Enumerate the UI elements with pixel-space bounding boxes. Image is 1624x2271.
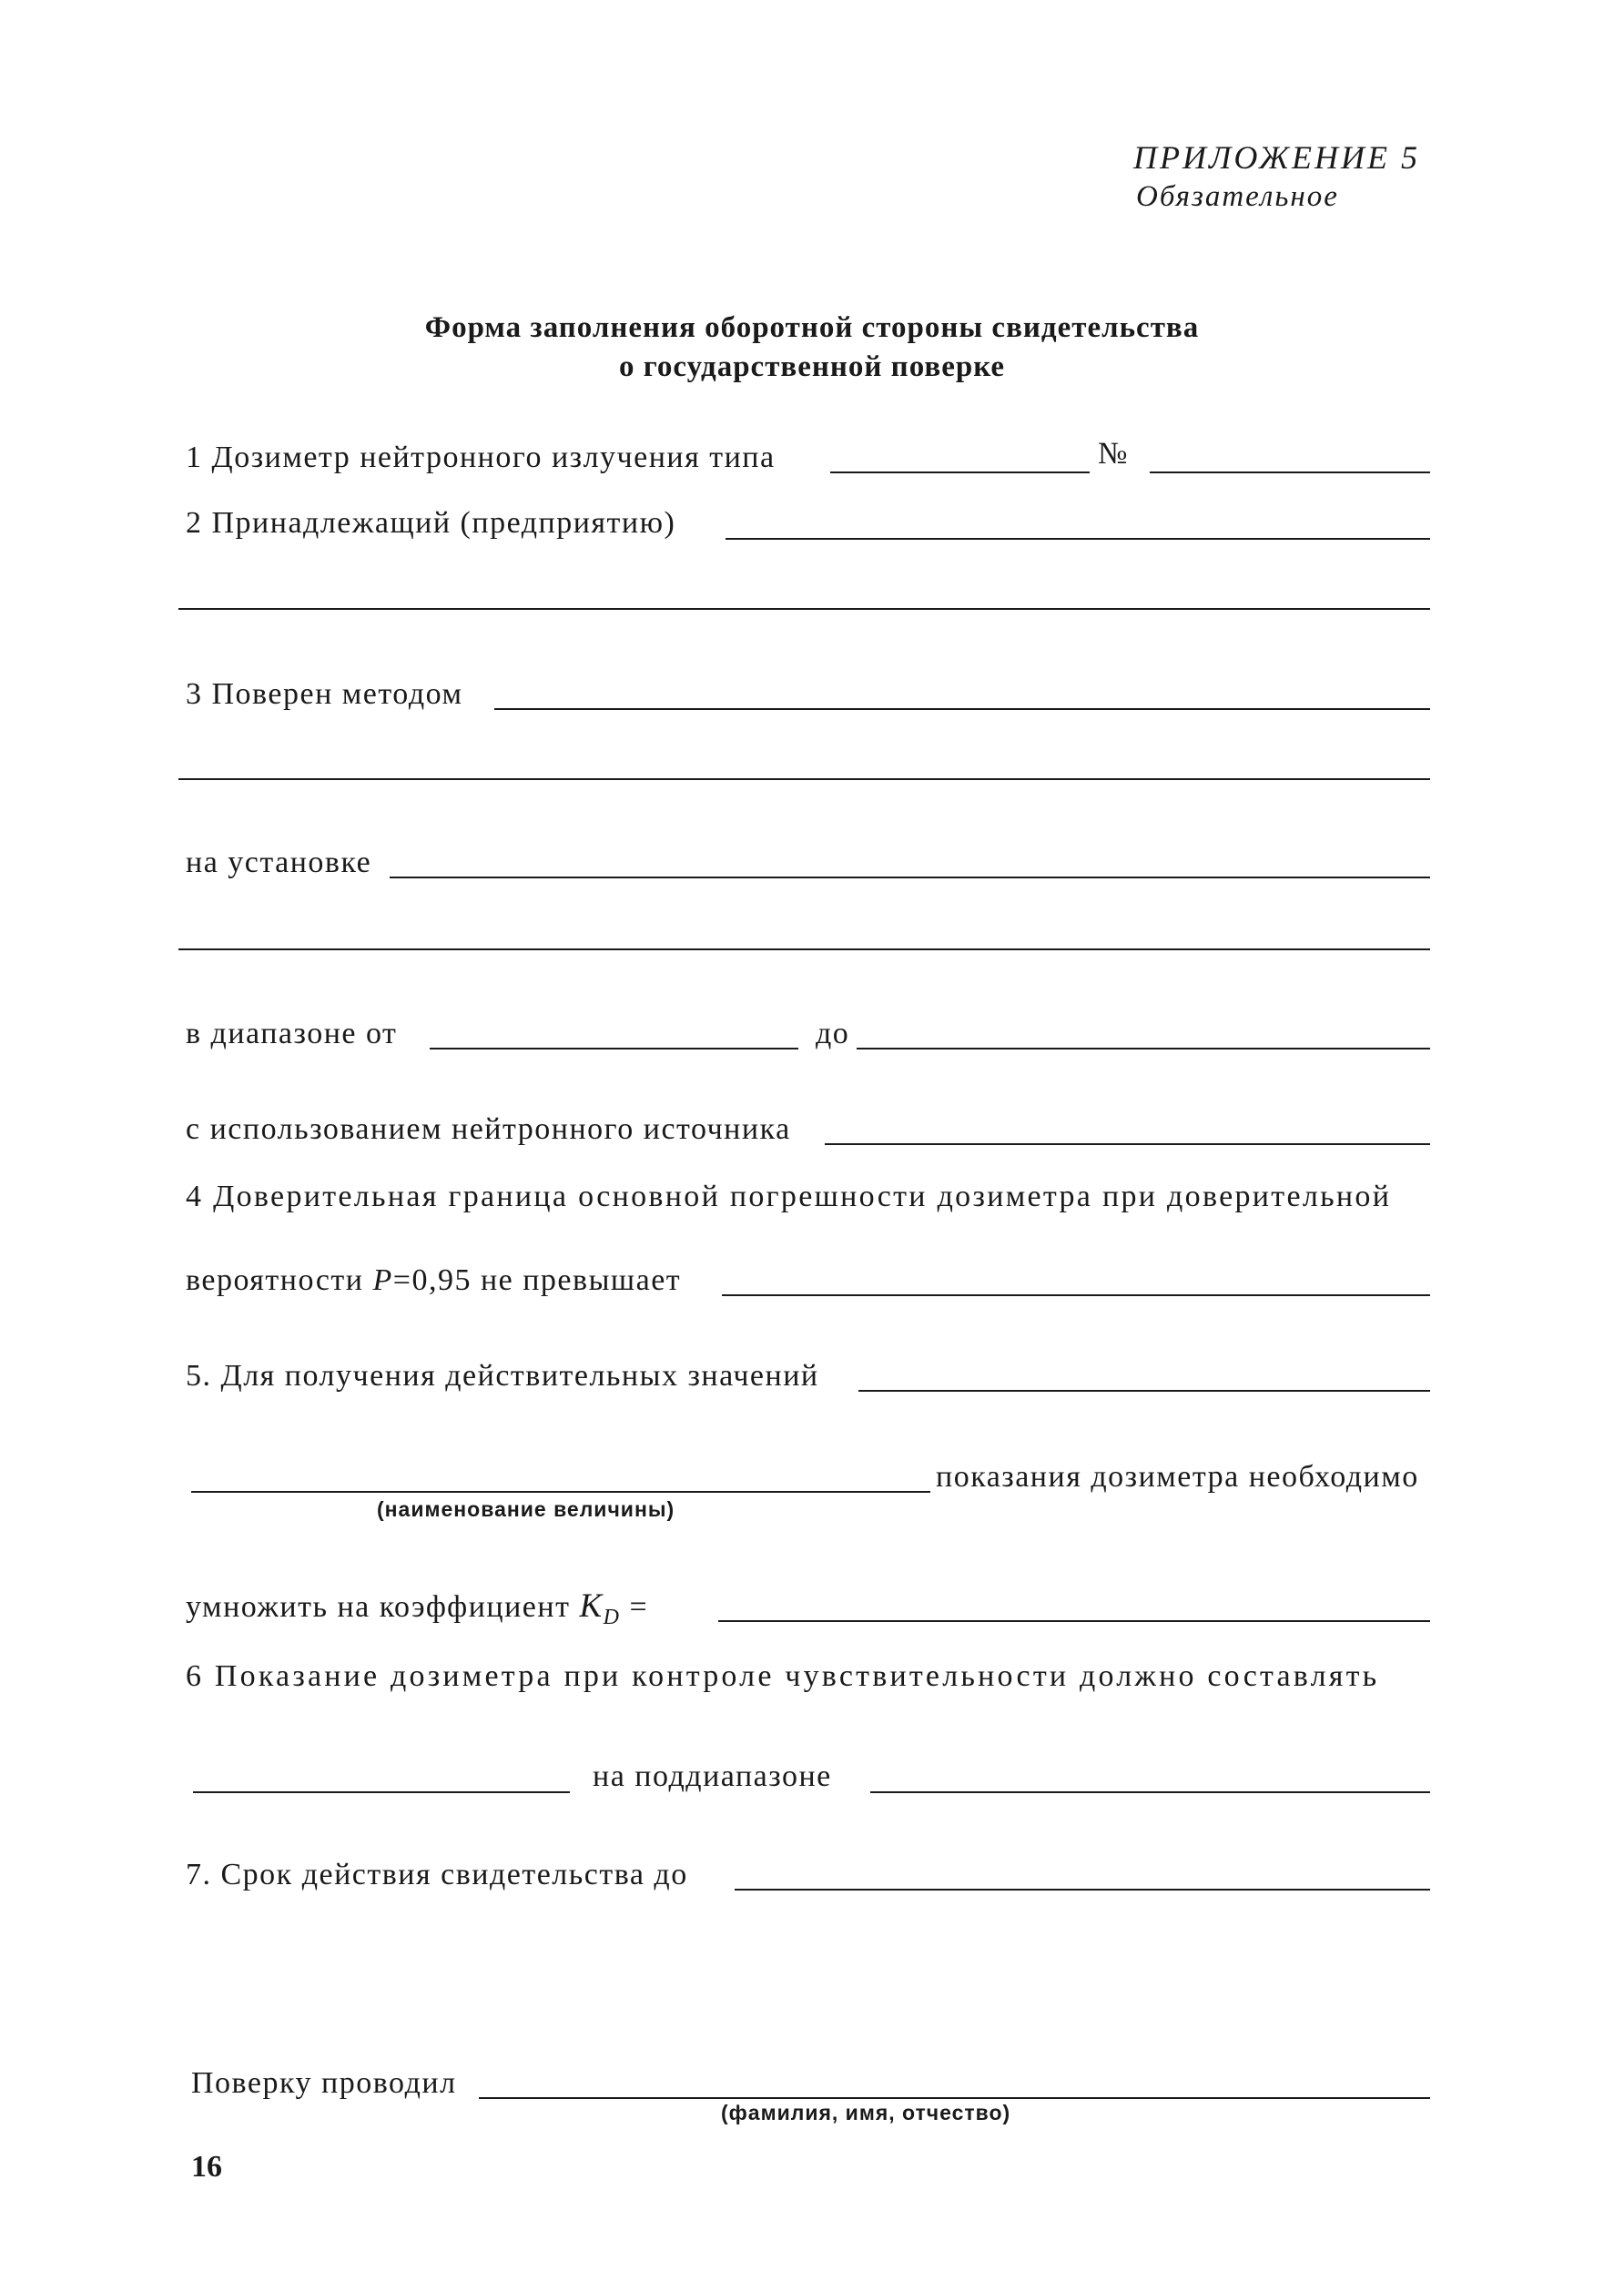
verifier-label: Поверку проводил	[191, 2066, 457, 2100]
coefficient-field[interactable]	[718, 1620, 1430, 1622]
quantity-name-field[interactable]	[191, 1491, 930, 1493]
installation-label: на установке	[186, 846, 372, 879]
coefficient-symbol: K	[579, 1587, 604, 1625]
item4-line1: 4 Доверительная граница основной погрешности дозиметра при доверительной	[186, 1180, 1392, 1213]
method-field[interactable]	[494, 708, 1430, 710]
installation-field-line2[interactable]	[178, 948, 1430, 950]
appendix-heading: ПРИЛОЖЕНИЕ 5	[1133, 139, 1420, 176]
meter-number-field[interactable]	[1150, 471, 1430, 473]
coefficient-subscript: D	[603, 1605, 621, 1629]
multiply-label	[186, 1587, 648, 1630]
page-subtitle: о государственной поверке	[618, 350, 1006, 383]
item2-label: 2 Принадлежащий (предприятию)	[186, 506, 676, 540]
range-to-label: до	[816, 1017, 850, 1050]
verifier-name-field[interactable]	[479, 2097, 1430, 2099]
item4-value: =0,95	[392, 1263, 472, 1297]
item4-suffix: не превышает	[480, 1263, 682, 1297]
source-label: с использованием нейтронного источника	[186, 1112, 791, 1146]
item5-label: 5. Для получения действительных значений	[186, 1359, 819, 1393]
range-from-field[interactable]	[430, 1048, 798, 1049]
item6-line1: 6 Показание дозиметра при контроле чувствительности должно составлять	[186, 1659, 1380, 1693]
appendix-status: Обязательное	[1136, 180, 1339, 213]
page-number: 16	[191, 2150, 222, 2184]
verifier-caption: (фамилия, имя, отчество)	[721, 2101, 1011, 2124]
item4-line2	[186, 1263, 681, 1298]
source-field[interactable]	[825, 1143, 1430, 1145]
item6-subrange-label: на поддиапазоне	[593, 1759, 832, 1793]
meter-type-field[interactable]	[830, 471, 1090, 473]
range-from-label: в диапазоне от	[186, 1017, 398, 1050]
method-field-line2[interactable]	[178, 778, 1430, 780]
range-to-field[interactable]	[857, 1048, 1430, 1049]
item4-symbol-p: P	[372, 1263, 393, 1297]
multiply-equals: =	[629, 1590, 649, 1624]
error-bound-field[interactable]	[722, 1294, 1430, 1296]
multiply-text: умножить на коэффициент	[186, 1590, 571, 1624]
item4-prefix: вероятности	[186, 1263, 364, 1297]
item1-number-sign: №	[1098, 437, 1129, 471]
sensitivity-value-field[interactable]	[193, 1791, 570, 1793]
installation-field[interactable]	[390, 877, 1430, 878]
quantity-field[interactable]	[858, 1390, 1430, 1392]
validity-date-field[interactable]	[735, 1889, 1430, 1891]
item1-label: 1 Дозиметр нейтронного излучения типа	[186, 441, 776, 474]
item3-label: 3 Поверен методом	[186, 677, 463, 711]
subrange-field[interactable]	[870, 1791, 1430, 1793]
item5-reading-label: показания дозиметра необходимо	[936, 1460, 1419, 1494]
item7-label: 7. Срок действия свидетельства до	[186, 1858, 688, 1891]
quantity-name-caption: (наименование величины)	[377, 1497, 675, 1521]
owner-field[interactable]	[726, 538, 1430, 540]
owner-field-line2[interactable]	[178, 608, 1430, 610]
page-title: Форма заполнения оборотной стороны свидетельства	[424, 311, 1200, 344]
